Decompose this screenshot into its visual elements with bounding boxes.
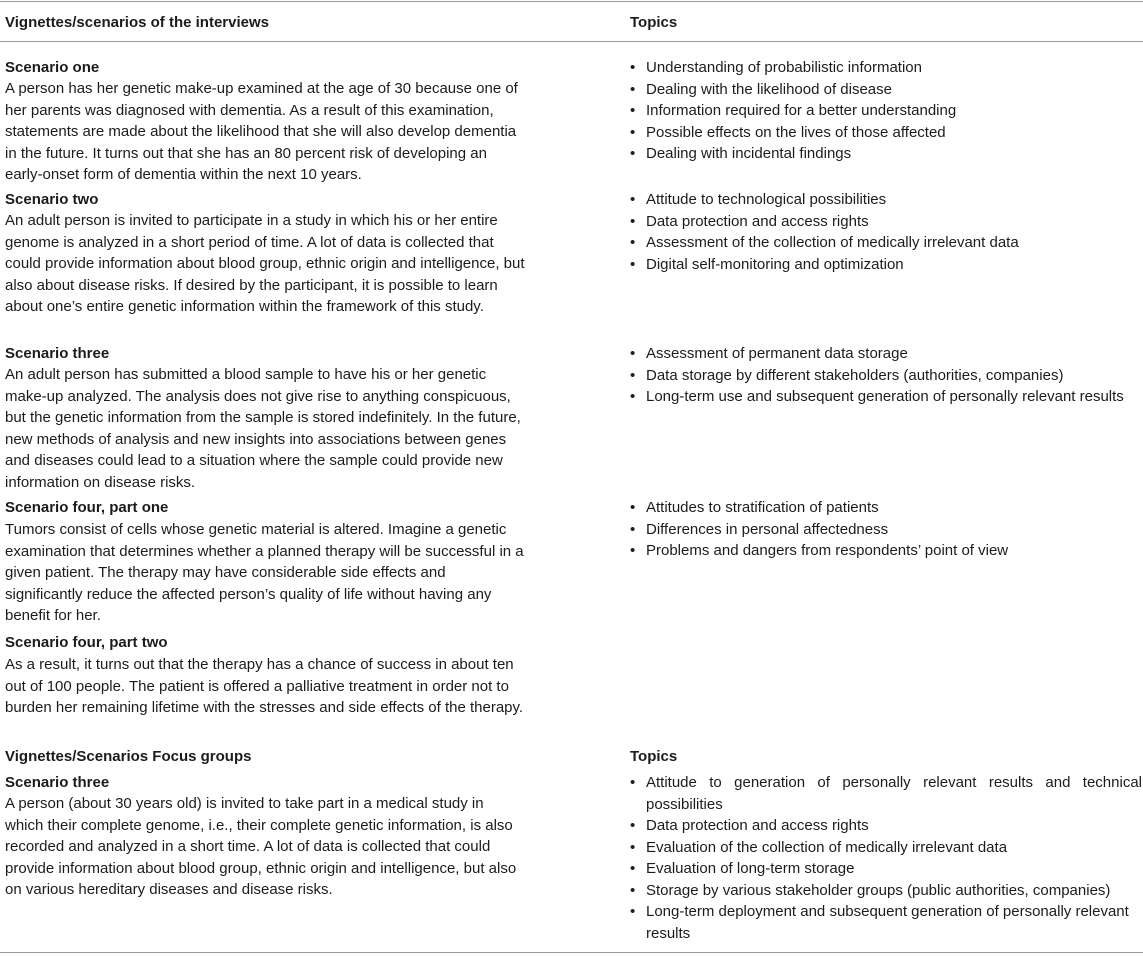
topic-item: • Dealing with incidental findings (630, 143, 1142, 165)
topic-item: • Long-term deployment and subsequent generation of personally relevant results (630, 903, 1129, 942)
focus-header-topics-label: Topics (630, 748, 678, 765)
scenario-text: A person has her genetic make-up examined at the age of 30 because one of her parents was diagnosed with dementia. As a result of this examination, statements are made about the likelihood that she will also develop dementia in the future. It turns out that she has an 80 percent risk of developing an early-onset form of dementia within the next 10 years. (5, 80, 518, 183)
topic-item: • Attitude to technological possibilities (630, 189, 1142, 211)
scenario-title: Scenario two (5, 191, 99, 208)
topic-item: • Understanding of probabilistic information (630, 57, 1142, 79)
topic-item: • Digital self-monitoring and optimization (630, 254, 1142, 276)
header-left-label: Vignettes/scenarios of the interviews (5, 14, 269, 31)
topic-item: • Data protection and access rights (630, 815, 1142, 837)
bullet-icon: • (630, 123, 636, 141)
bullet-icon: • (630, 838, 636, 856)
topic-list-2 (630, 189, 1142, 275)
scenario-text: An adult person is invited to participate in a study in which his or her entire genome is analyzed in a short period of time. A lot of data is collected that could provide information about blood group, ethnic origin and intelligence, but also about disease risks. If desired by the participant, it is possible to learn about one’s entire genetic information within the framework of this study. (5, 212, 525, 315)
topic-item: • Storage by various stakeholder groups (public authorities, companies) (630, 880, 1142, 902)
bullet-icon: • (630, 59, 636, 76)
scenario-title: Scenario one (5, 59, 100, 76)
bullet-icon: • (630, 366, 636, 384)
scenario-title: Scenario three (5, 774, 110, 791)
topic-item: • Evaluation of long-term storage (630, 858, 1142, 880)
bullet-icon: • (630, 542, 636, 559)
bullet-icon: • (630, 388, 636, 405)
topic-item: • Attitude to generation of personally relevant results and technical possibilities (630, 774, 1142, 813)
topic-item: • Information required for a better understanding (630, 100, 1142, 122)
topic-item: • Possible effects on the lives of those affected (630, 122, 1142, 144)
focus-header-left-label: Vignettes/Scenarios Focus groups (5, 748, 252, 765)
bullet-icon: • (630, 102, 636, 119)
top-rule (0, 1, 1143, 2)
bullet-icon: • (630, 255, 636, 273)
header-topics-label: Topics (630, 14, 678, 31)
topic-item: • Long-term use and subsequent generation of personally relevant results (630, 386, 1142, 408)
bullet-icon: • (630, 499, 636, 516)
topic-item: • Data storage by different stakeholders (authorities, companies) (630, 365, 1142, 387)
topic-list-3 (630, 343, 1142, 408)
scenario-title: Scenario three (5, 345, 110, 362)
topic-item: • Differences in personal affectedness (630, 519, 1142, 541)
topic-item: • Problems and dangers from respondents’ point of view (630, 540, 1142, 562)
scenario-title: Scenario four, part two (5, 634, 168, 651)
topic-list-1 (630, 57, 1142, 165)
topic-item: • Data protection and access rights (630, 211, 1142, 233)
bullet-icon: • (630, 903, 636, 920)
scenario-row-2 (5, 189, 525, 318)
focus-scenario-row (5, 772, 525, 901)
bottom-rule (0, 952, 1143, 953)
bullet-icon: • (630, 145, 636, 162)
scenario-text: A person (about 30 years old) is invited to take part in a medical study in which their complete genome, i.e., their complete genetic information, is also recorded and analyzed in a short time. A lot of data is collected that could provide information about blood group, ethnic origin and intelligence, but also on various hereditary diseases and disease risks. (5, 795, 517, 898)
topic-item: • Assessment of permanent data storage (630, 343, 1142, 365)
header-rule (0, 41, 1143, 42)
scenario-row-1 (5, 57, 525, 186)
bullet-icon: • (630, 191, 636, 208)
bullet-icon: • (630, 817, 636, 834)
bullet-icon: • (630, 345, 636, 362)
scenario-text: As a result, it turns out that the therapy has a chance of success in about ten out of 100 people. The patient is offered a palliative treatment in order not to burden her remaining lifetime with the stresses and side effects of the therapy. (5, 656, 524, 716)
topic-item: • Attitudes to stratification of patients (630, 497, 1142, 519)
scenario-text: Tumors consist of cells whose genetic material is altered. Imagine a genetic examination that determines whether a planned therapy will be successful in a given patient. The therapy may have considerable side effects and significantly reduce the affected person’s quality of life without having any benefit for her. (5, 521, 524, 624)
scenario-row-4 (5, 497, 525, 627)
scenario-title: Scenario four, part one (5, 499, 169, 516)
topic-item: • Evaluation of the collection of medically irrelevant data (630, 837, 1142, 859)
topic-item: • Dealing with the likelihood of disease (630, 79, 1142, 101)
bullet-icon: • (630, 80, 636, 98)
topic-item: • Assessment of the collection of medically irrelevant data (630, 232, 1142, 254)
scenario-row-5 (5, 632, 525, 719)
topic-list-4 (630, 497, 1142, 562)
scenario-text: An adult person has submitted a blood sample to have his or her genetic make-up analyzed. The analysis does not give rise to anything conspicuous, but the genetic information from the sample is stored indefinitely. In the future, new methods of analysis and new insights into associations between genes and diseases could lead to a situation where the sample could provide new information on disease risks. (5, 366, 521, 491)
bullet-icon: • (630, 212, 636, 230)
scenario-row-3 (5, 343, 525, 493)
bullet-icon: • (630, 860, 636, 877)
focus-topic-list (630, 772, 1142, 944)
bullet-icon: • (630, 234, 636, 251)
bullet-icon: • (630, 774, 636, 791)
bullet-icon: • (630, 520, 636, 538)
bullet-icon: • (630, 881, 636, 899)
